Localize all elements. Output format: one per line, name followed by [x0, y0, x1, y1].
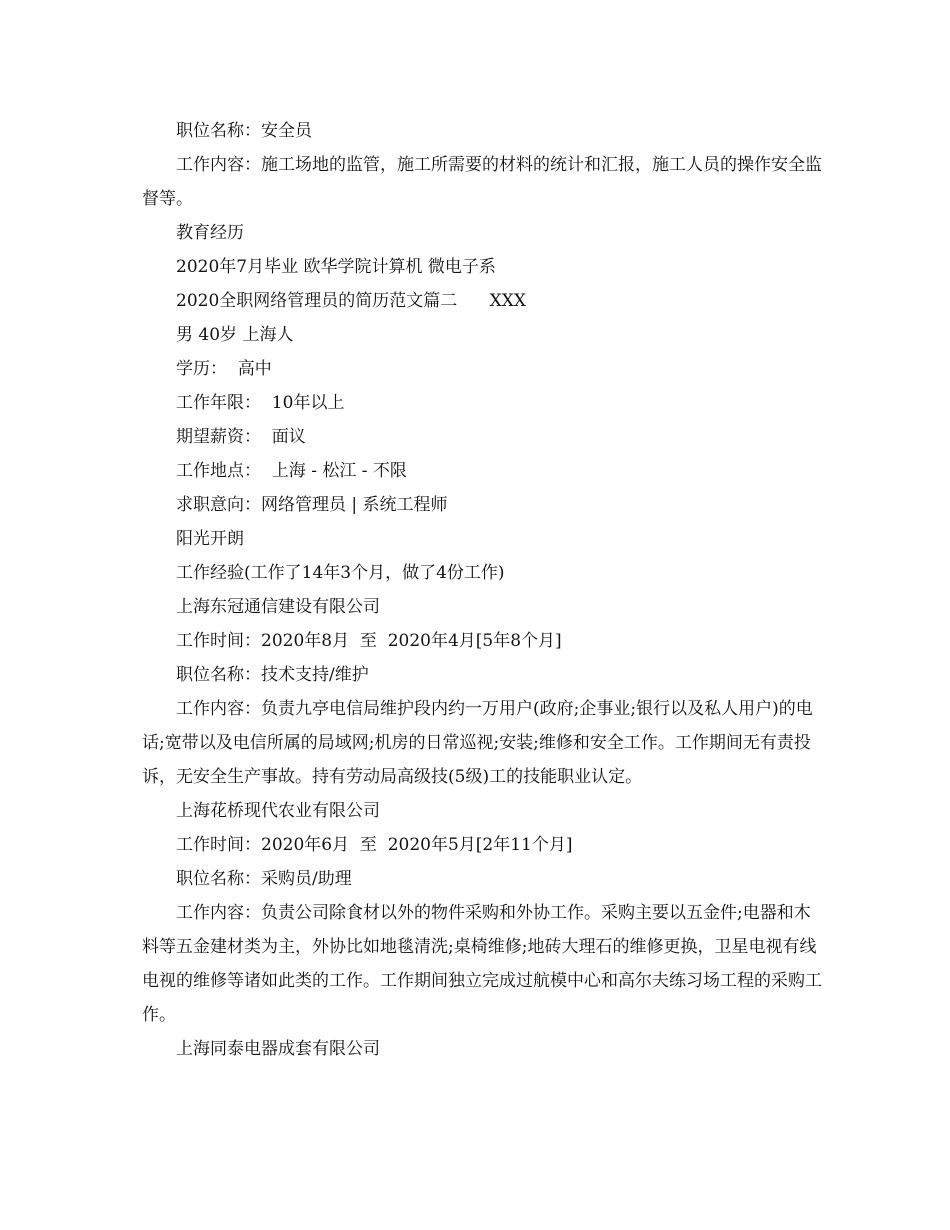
education-level-line: 学历： 高中	[176, 359, 272, 379]
expected-salary-line: 期望薪资： 面议	[176, 427, 306, 447]
self-description-line: 阳光开朗	[176, 529, 244, 549]
work-period-line: 工作时间：2020年8月 至 2020年4月[5年8个月]	[176, 631, 562, 651]
job-content-paragraph: 工作内容：负责公司除食材以外的物件采购和外协工作。采购主要以五金件;电器和木料等五金建材类为主，外协比如地毯清洗;桌椅维修;地砖大理石的维修更换，卫星电视有线电视的维修等诸如此类的工作。工作期间独立完成过航模中心和高尔夫练习场工程的采购工作。	[142, 903, 822, 1025]
company-name: 上海同泰电器成套有限公司	[176, 1039, 380, 1059]
job-content-paragraph: 工作内容：施工场地的监管，施工所需要的材料的统计和汇报，施工人员的操作安全监督等。	[142, 155, 822, 209]
job-content-paragraph: 工作内容：负责九亭电信局维护段内约一万用户(政府;企事业;银行以及私人用户)的电话;宽带以及电信所属的局域网;机房的日常巡视;安装;维修和安全工作。工作期间无有责投诉，无安全生产事故。持有劳动局高级技(5级)工的技能职业认定。	[142, 699, 813, 787]
education-heading: 教育经历	[176, 223, 244, 243]
work-experience-heading: 工作经验(工作了14年3个月，做了4份工作)	[176, 563, 505, 583]
job-title-line: 职位名称：技术支持/维护	[176, 665, 369, 685]
job-title-line: 职位名称：采购员/助理	[176, 869, 352, 889]
personal-info-line: 男 40岁 上海人	[176, 325, 294, 345]
work-location-line: 工作地点： 上海 - 松江 - 不限	[176, 461, 407, 481]
work-years-line: 工作年限： 10年以上	[176, 393, 345, 413]
company-name: 上海花桥现代农业有限公司	[176, 801, 380, 821]
job-title-line: 职位名称：安全员	[176, 121, 312, 141]
education-entry: 2020年7月毕业 欧华学院计算机 微电子系	[176, 257, 496, 277]
resume-text-body	[142, 114, 822, 1066]
work-period-line: 工作时间：2020年6月 至 2020年5月[2年11个月]	[176, 835, 573, 855]
resume-section-title: 2020全职网络管理员的简历范文篇二 XXX	[176, 291, 526, 311]
job-intention-line: 求职意向：网络管理员 | 系统工程师	[176, 495, 448, 515]
company-name: 上海东冠通信建设有限公司	[176, 597, 380, 617]
